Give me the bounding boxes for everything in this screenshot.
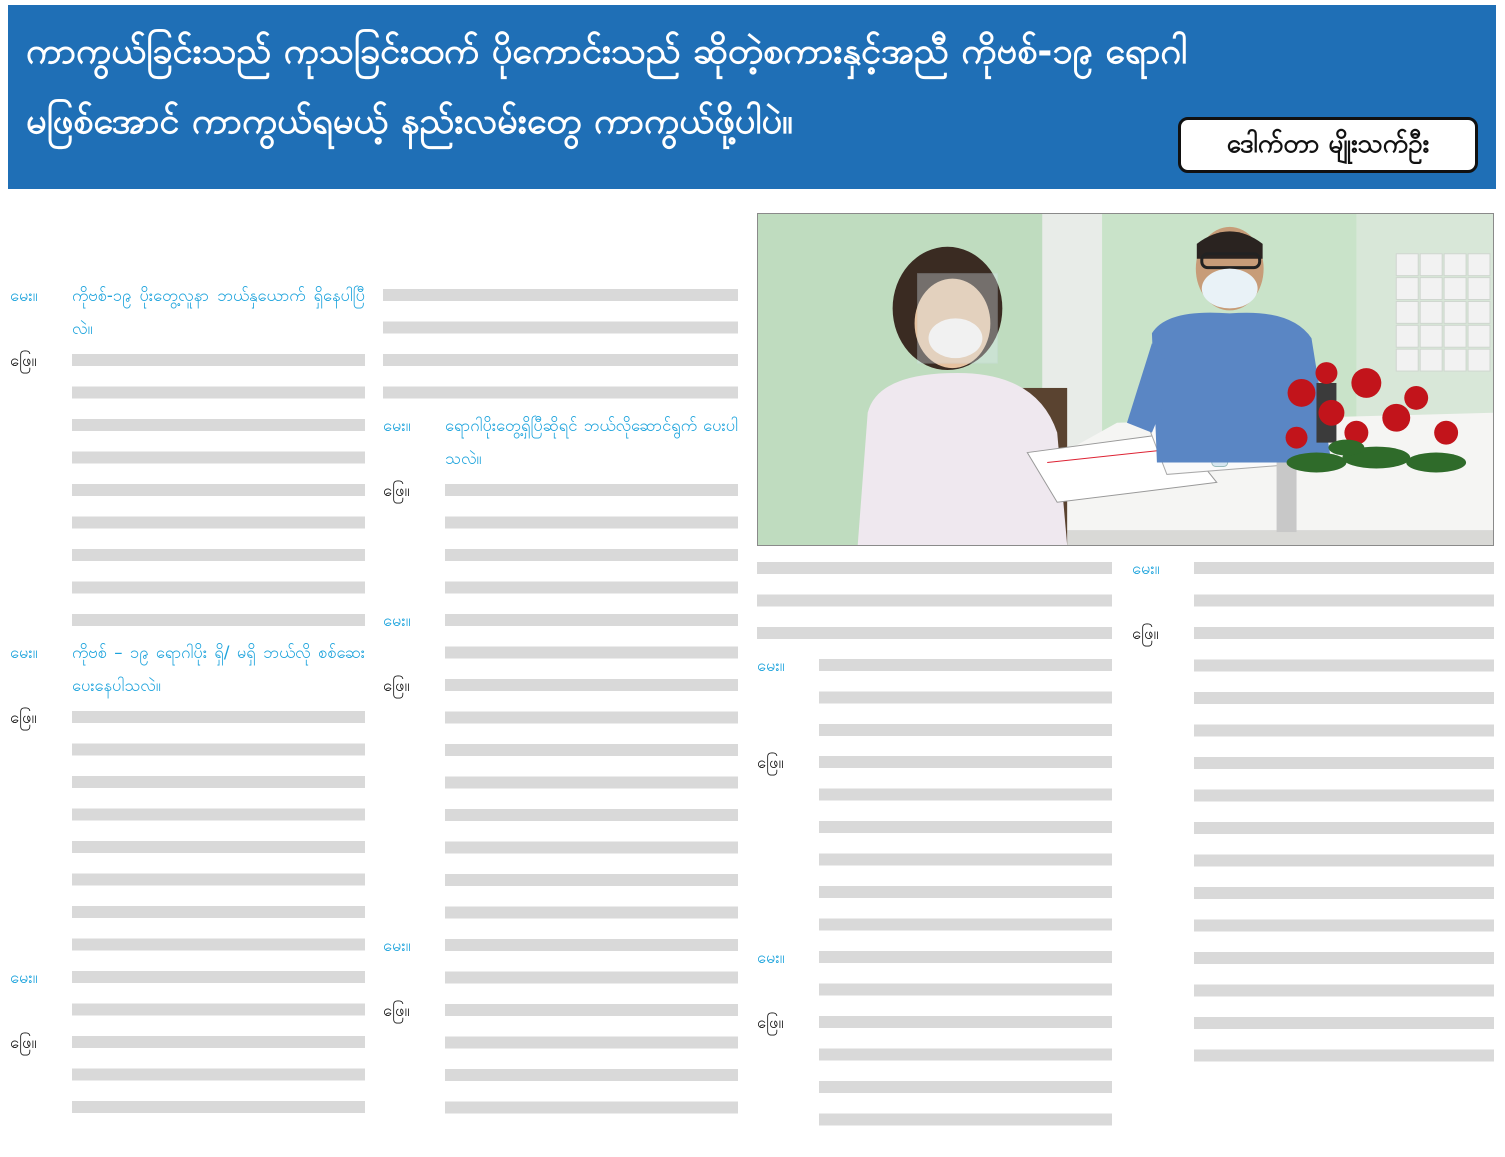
answer-block: [10, 345, 365, 637]
question-text: [819, 650, 1112, 747]
column-4: [1132, 553, 1494, 1073]
headline-line-1: ကာကွယ်ခြင်းသည် ကုသခြင်းထက် ပိုကောင်းသည် ဆိုတဲ့စကားနှင့်အညီ ကိုဗစ်-၁၉ ရောဂါ: [26, 31, 1188, 72]
column-3: [757, 553, 1112, 1137]
question-label: မေး။: [757, 656, 785, 675]
answer-text: [1194, 618, 1494, 1073]
question-text: ကိုဗစ်-၁၉ ပိုးတွေ့လူနာ ဘယ်နှယောက် ရှိနေပါပြီလဲ။: [72, 286, 365, 338]
answer-label: ဖြေ။: [10, 708, 37, 727]
question-block: [1132, 553, 1494, 618]
answer-label: ဖြေ။: [10, 351, 37, 370]
answer-label: ဖြေ။: [383, 676, 410, 695]
headline-banner: [8, 5, 1496, 189]
answer-label: ဖြေ။: [383, 481, 410, 500]
answer-label: ဖြေ။: [10, 1033, 37, 1052]
answer-text: [445, 995, 738, 1125]
question-text: ကိုဗစ် – ၁၉ ရောဂါပိုး ရှိ/ မရှိ ဘယ်လို စစ်ဆေးပေးနေပါသလဲ။: [72, 643, 365, 695]
answer-text: [72, 1027, 365, 1124]
answer-block: [757, 1007, 1112, 1137]
answer-block: [1132, 618, 1494, 1073]
answer-label: ဖြေ။: [383, 1001, 410, 1020]
question-block: [383, 930, 738, 995]
question-label: မေး။: [757, 948, 785, 967]
question-block: [757, 942, 1112, 1007]
question-label: မေး။: [383, 416, 411, 435]
paragraph: [757, 553, 1112, 650]
answer-block: [383, 995, 738, 1125]
interview-photo-illustration: [758, 214, 1493, 545]
question-block: [757, 650, 1112, 747]
question-text: [819, 942, 1112, 1007]
question-label: မေး။: [383, 936, 411, 955]
answer-block: [10, 1027, 365, 1124]
question-block: [10, 280, 365, 345]
answer-block: [757, 747, 1112, 942]
question-block: [383, 605, 738, 670]
answer-label: ဖြေ။: [757, 753, 784, 772]
answer-label: ဖြေ။: [757, 1013, 784, 1032]
question-label: မေး။: [10, 643, 38, 662]
answer-label: ဖြေ။: [1132, 624, 1159, 643]
question-text: [72, 962, 365, 1027]
headline-line-2: မဖြစ်အောင် ကာကွယ်ရမယ့် နည်းလမ်းတွေ ကာကွယ်ဖို့ပါပဲ။: [26, 101, 793, 142]
question-label: မေး။: [1132, 559, 1160, 578]
author-box: ဒေါက်တာ မျိုးသက်ဦး: [1178, 117, 1478, 173]
answer-text: [72, 702, 365, 962]
column-1: [10, 280, 365, 1124]
interview-photo: [757, 213, 1494, 546]
question-text: [1194, 553, 1494, 618]
column-2: [383, 280, 738, 1125]
paragraph: [383, 280, 738, 410]
answer-text: [445, 670, 738, 930]
question-block: [10, 637, 365, 702]
answer-text: [72, 345, 365, 637]
question-text: [445, 930, 738, 995]
answer-block: [383, 670, 738, 930]
answer-text: [819, 1007, 1112, 1137]
question-label: မေး။: [383, 611, 411, 630]
question-text: [445, 605, 738, 670]
answer-block: [10, 702, 365, 962]
answer-text: [819, 747, 1112, 942]
question-block: [383, 410, 738, 475]
answer-block: [383, 475, 738, 605]
question-block: [10, 962, 365, 1027]
question-label: မေး။: [10, 286, 38, 305]
question-label: မေး။: [10, 968, 38, 987]
question-text: ရောဂါပိုးတွေ့ရှိပြီဆိုရင် ဘယ်လိုဆောင်ရွက် ပေးပါသလဲ။: [445, 416, 738, 468]
answer-text: [445, 475, 738, 605]
